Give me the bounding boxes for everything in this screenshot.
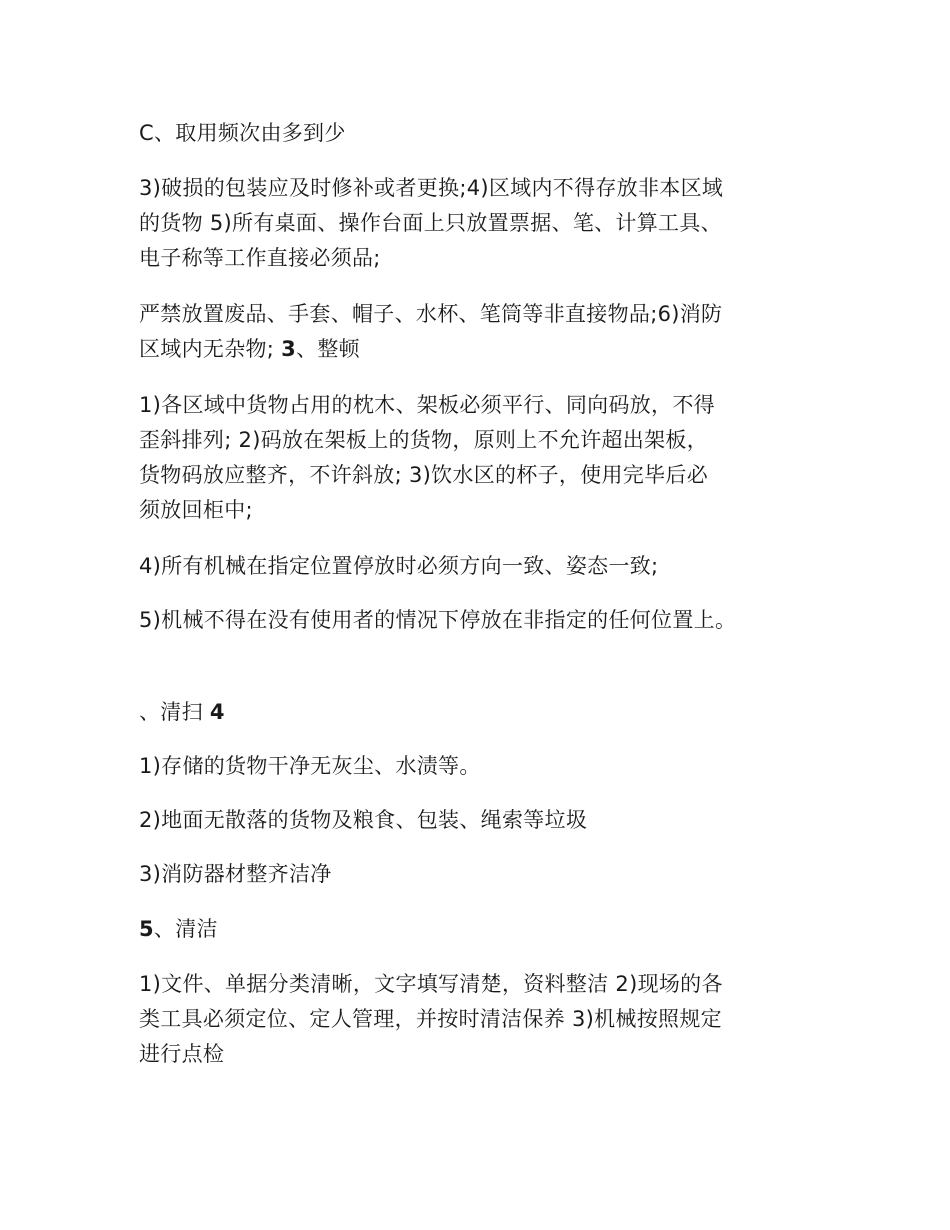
paragraph-line: 电子称等工作直接必须品; [139, 246, 381, 270]
paragraph-text: 2)地面无散落的货物及粮食、包装、绳索等垃圾 [139, 808, 588, 832]
paragraph-line: 3)破损的包装应及时修补或者更换;4)区域内不得存放非本区域 [139, 176, 724, 200]
paragraph-packaging [139, 171, 829, 276]
paragraph-text: 1)存储的货物干净无灰尘、水渍等。 [139, 754, 481, 778]
section-heading-tidiness [139, 912, 829, 947]
paragraph-floor-clean [139, 803, 829, 838]
section-heading: 、整顿 [296, 337, 360, 361]
section-heading: 、清扫 [139, 700, 210, 724]
section-heading-cleaning [139, 695, 829, 730]
paragraph-machinery-parking [139, 549, 829, 584]
paragraph-prohibited-items [139, 297, 829, 367]
paragraph-line: 歪斜排列; 2)码放在架板上的货物，原则上不允许超出架板， [139, 428, 709, 452]
paragraph-arrangement [139, 388, 829, 528]
paragraph-text: C、取用频次由多到少 [139, 121, 346, 145]
section-number: 4 [209, 700, 225, 724]
paragraph-line: 须放回柜中; [139, 498, 253, 522]
paragraph-text: 5)机械不得在没有使用者的情况下停放在非指定的任何位置上。 [139, 608, 737, 632]
paragraph-line: 区域内无杂物; [139, 337, 282, 361]
paragraph-c [139, 116, 829, 151]
paragraph-machinery-rule [139, 603, 829, 638]
paragraph-line: 进行点检 [139, 1042, 225, 1066]
paragraph-line: 的货物 5)所有桌面、操作台面上只放置票据、笔、计算工具、 [139, 211, 722, 235]
paragraph-documents [139, 967, 829, 1072]
paragraph-storage-clean [139, 749, 829, 784]
section-number: 5 [139, 917, 154, 941]
paragraph-line: 严禁放置废品、手套、帽子、水杯、笔筒等非直接物品;6)消防 [139, 302, 723, 326]
paragraph-line: 货物码放应整齐，不许斜放; 3)饮水区的杯子，使用完毕后必 [139, 463, 709, 487]
section-heading: 、清洁 [153, 917, 218, 941]
section-number: 3 [281, 337, 297, 361]
paragraph-line: 1)文件、单据分类清晰，文字填写清楚，资料整洁 2)现场的各 [139, 972, 723, 996]
paragraph-text: 4)所有机械在指定位置停放时必须方向一致、姿态一致; [139, 554, 659, 578]
paragraph-text: 3)消防器材整齐洁净 [139, 862, 332, 886]
paragraph-fire-equipment [139, 857, 829, 892]
paragraph-line: 类工具必须定位、定人管理，并按时清洁保养 3)机械按照规定 [139, 1007, 722, 1031]
paragraph-line: 1)各区域中货物占用的枕木、架板必须平行、同向码放，不得 [139, 393, 715, 417]
